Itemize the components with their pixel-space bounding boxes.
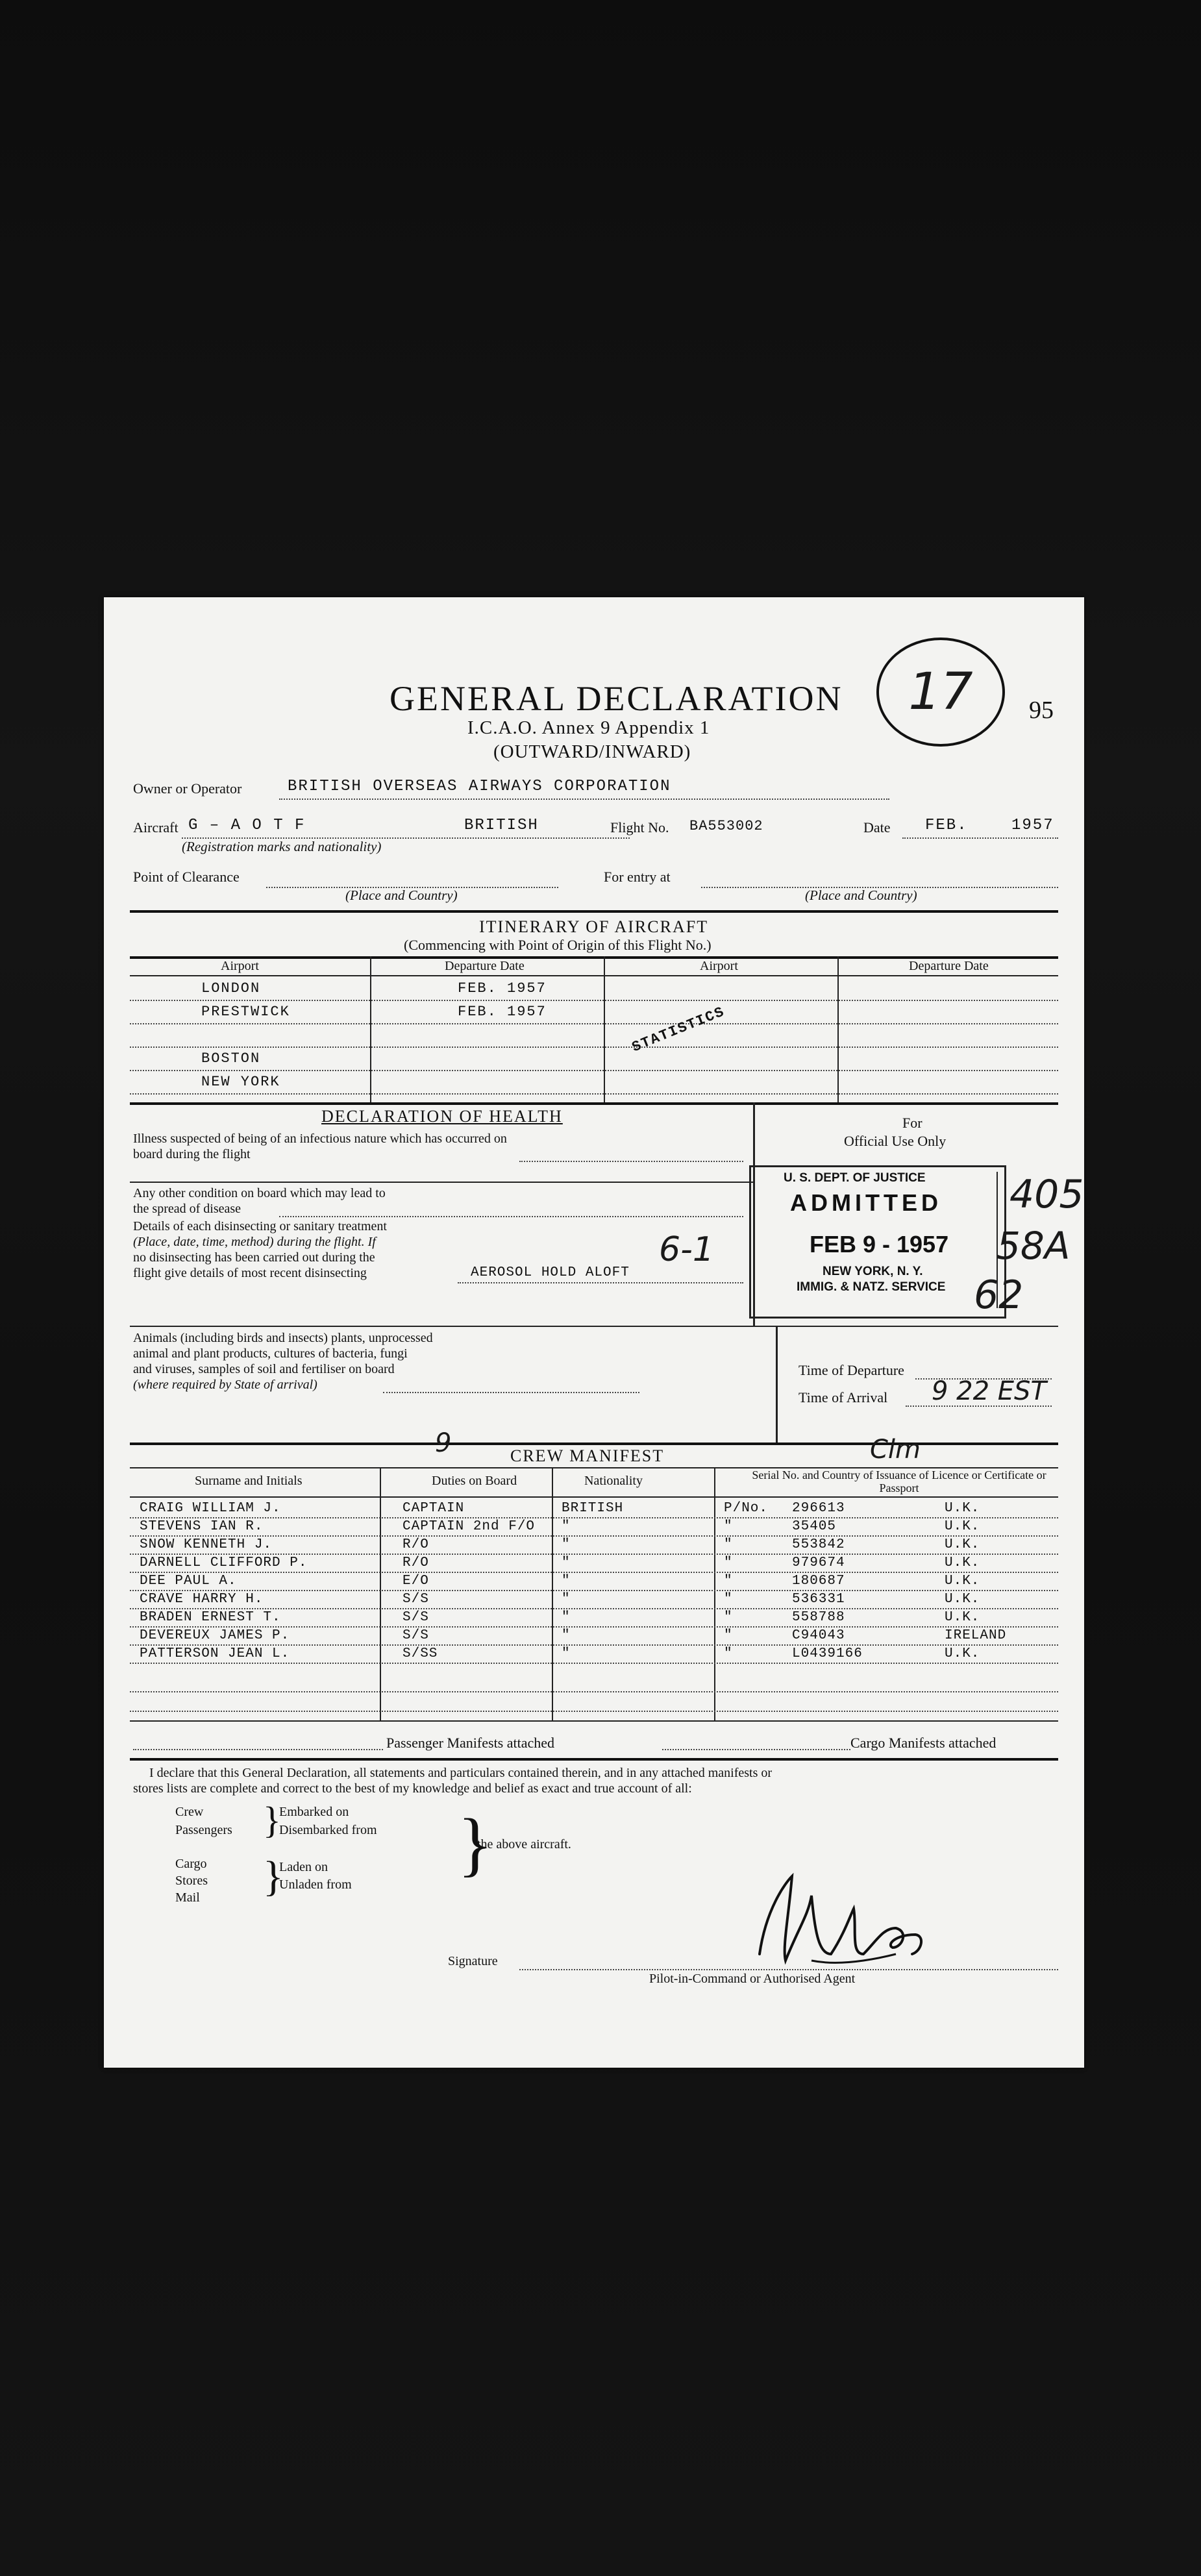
aircraft-label: Aircraft: [133, 819, 179, 836]
signature-drawing: [747, 1857, 941, 1987]
crew-name: DEVEREUX JAMES P.: [140, 1628, 290, 1643]
stamp-hand-3: 62: [974, 1272, 1024, 1318]
crew-nationality: ": [562, 1610, 571, 1625]
crew-pno: P/No.: [724, 1501, 769, 1516]
crew-country: U.K.: [945, 1519, 980, 1534]
crew-row-line: [130, 1554, 1058, 1555]
passengers-word: Passengers: [175, 1823, 232, 1837]
animals-text-3: and viruses, samples of soil and fertiliser on board: [133, 1362, 395, 1376]
itinerary-airport: LONDON: [201, 980, 261, 997]
crew-duty: CAPTAIN: [402, 1501, 465, 1516]
brace-left-1: }: [263, 1799, 281, 1841]
crew-bottom: [130, 1720, 1058, 1722]
crew-duty: S/S: [402, 1610, 429, 1625]
official-use-only: Official Use Only: [844, 1133, 947, 1149]
health-disinsect-text-b: (Place, date, time, method) during the flight. If: [133, 1235, 376, 1249]
brace-left-2: }: [263, 1853, 284, 1900]
crew-word: Crew: [175, 1805, 204, 1819]
crew-hand-count: 9: [435, 1428, 452, 1458]
date-year: 1957: [1011, 817, 1054, 834]
crew-pno: ": [724, 1610, 733, 1625]
declaration-divider: [130, 1758, 1058, 1761]
crew-country: U.K.: [945, 1592, 980, 1607]
crew-country: U.K.: [945, 1574, 980, 1589]
disembarked-word: Disembarked from: [279, 1823, 377, 1837]
cargo-manifests-label: Cargo Manifests attached: [850, 1735, 997, 1751]
statistics-stamp: STATISTICS: [630, 1004, 728, 1056]
stamp-line-1: U. S. DEPT. OF JUSTICE: [784, 1171, 926, 1185]
crew-blank-line-1: [130, 1691, 1058, 1692]
form-subtitle-direction: (OUTWARD/INWARD): [493, 741, 691, 762]
itinerary-col-airport-2: Airport: [700, 959, 738, 973]
crew-country: U.K.: [945, 1537, 980, 1552]
crew-country: U.K.: [945, 1555, 980, 1570]
arrival-time-value: 9 22 EST: [932, 1376, 1046, 1406]
immigration-stamp: [749, 1165, 1006, 1319]
crew-name: CRAVE HARRY H.: [140, 1592, 264, 1607]
times-divider: [776, 1326, 778, 1443]
general-declaration-form: [104, 597, 1084, 2068]
animals-text-1: Animals (including birds and insects) plants, unprocessed: [133, 1331, 433, 1345]
crew-blank-line-2: [130, 1711, 1058, 1712]
crew-duty: R/O: [402, 1537, 429, 1552]
stamp-line-4: NEW YORK, N. Y.: [823, 1265, 923, 1278]
crew-serial: 296613: [792, 1501, 845, 1516]
crew-nationality: ": [562, 1646, 571, 1661]
crew-name: STEVENS IAN R.: [140, 1519, 264, 1534]
crew-pno: ": [724, 1646, 733, 1661]
itinerary-divider-2: [604, 956, 605, 1102]
entry-label: For entry at: [604, 869, 671, 885]
crew-nationality: ": [562, 1537, 571, 1552]
crew-nationality: BRITISH: [562, 1501, 624, 1516]
date-value: FEB.: [925, 817, 968, 834]
crew-serial: C94043: [792, 1628, 845, 1643]
mail-word: Mail: [175, 1890, 200, 1905]
itinerary-bottom: [130, 1102, 1058, 1105]
owner-label: Owner or Operator: [133, 780, 242, 797]
stamp-hand-1: 405: [1009, 1172, 1084, 1217]
arrival-time-label: Time of Arrival: [799, 1389, 888, 1406]
stamp-line-5: IMMIG. & NATZ. SERVICE: [797, 1280, 946, 1294]
date-line: [902, 837, 1058, 839]
crew-name: BRADEN ERNEST T.: [140, 1610, 281, 1625]
crew-country: U.K.: [945, 1646, 980, 1661]
crew-duty: CAPTAIN 2nd F/O: [402, 1519, 536, 1534]
declaration-text-1: I declare that this General Declaration, all statements and particulars contained therein, and in any attached manifests or: [149, 1766, 773, 1780]
crew-pno: ": [724, 1555, 733, 1570]
cargo-word: Cargo: [175, 1857, 207, 1871]
crew-duty: S/S: [402, 1628, 429, 1643]
itinerary-divider-1: [370, 956, 371, 1102]
flight-value: BA553002: [689, 818, 763, 834]
crew-pno: ": [724, 1592, 733, 1607]
itinerary-title: ITINERARY OF AIRCRAFT: [479, 917, 709, 936]
crew-nationality: ": [562, 1592, 571, 1607]
crew-serial: L0439166: [792, 1646, 863, 1661]
crew-header-bottom: [130, 1496, 1058, 1498]
crew-row-line: [130, 1517, 1058, 1518]
crew-pno: ": [724, 1519, 733, 1534]
crew-pno: ": [724, 1537, 733, 1552]
nationality-value: BRITISH: [464, 817, 539, 834]
itinerary-airport: PRESTWICK: [201, 1004, 290, 1020]
crew-duty: E/O: [402, 1574, 429, 1589]
crew-col-serial: Serial No. and Country of Issuance of Licence or Certificate or Passport: [752, 1468, 1046, 1494]
itinerary-divider-3: [837, 956, 839, 1102]
stamp-date: FEB 9 - 1957: [810, 1231, 949, 1257]
crew-row-line: [130, 1608, 1058, 1609]
crew-serial: 979674: [792, 1555, 845, 1570]
itinerary-col-airport: Airport: [221, 959, 259, 973]
declaration-text-2: stores lists are complete and correct to the best of my knowledge and belief as exact and true account of all:: [133, 1781, 692, 1796]
health-disinsect-text-d: flight give details of most recent disinsecting: [133, 1266, 367, 1280]
owner-line: [279, 799, 889, 800]
unladen-word: Unladen from: [279, 1877, 352, 1892]
flight-label: Flight No.: [610, 819, 669, 836]
circled-number: 17: [876, 638, 1005, 747]
health-hand-mark: 6-1: [659, 1230, 714, 1269]
health-condition-line: [279, 1216, 743, 1217]
crew-row-line: [130, 1663, 1058, 1664]
itinerary-col-departure: Departure Date: [445, 959, 525, 973]
crew-name: DARNELL CLIFFORD P.: [140, 1555, 308, 1570]
animals-text-2: animal and plant products, cultures of bacteria, fungi: [133, 1346, 408, 1361]
crew-name: CRAIG WILLIAM J.: [140, 1501, 281, 1516]
crew-serial: 180687: [792, 1574, 845, 1589]
above-aircraft-text: the above aircraft.: [477, 1837, 571, 1852]
crew-col-duties: Duties on Board: [432, 1474, 517, 1488]
clearance-place-note: (Place and Country): [345, 887, 458, 903]
registration-note: (Registration marks and nationality): [182, 839, 382, 854]
itinerary-departure-date: FEB. 1957: [458, 1004, 547, 1020]
crew-row-line: [130, 1572, 1058, 1573]
itinerary-subtitle: (Commencing with Point of Origin of this Flight No.): [404, 937, 712, 953]
passenger-manifests-label: Passenger Manifests attached: [386, 1735, 555, 1751]
itinerary-airport: BOSTON: [201, 1050, 261, 1067]
crew-serial: 558788: [792, 1610, 845, 1625]
stores-word: Stores: [175, 1874, 208, 1888]
stamp-hand-2: 58A: [997, 1224, 1071, 1268]
form-title: GENERAL DECLARATION: [390, 679, 843, 718]
crew-hand-initials: Clm: [870, 1435, 921, 1465]
disinsecting-value: AEROSOL HOLD ALOFT: [471, 1265, 630, 1280]
health-condition-text-a: Any other condition on board which may lead to: [133, 1186, 386, 1200]
health-disinsect-text-c: no disinsecting has been carried out during the: [133, 1250, 375, 1265]
itinerary-row-line: [130, 1023, 1058, 1024]
form-subtitle-icao: I.C.A.O. Annex 9 Appendix 1: [467, 717, 710, 738]
departure-time-label: Time of Departure: [799, 1362, 904, 1378]
crew-nationality: ": [562, 1574, 571, 1589]
itinerary-row-line: [130, 1070, 1058, 1071]
health-row-divider-2: [130, 1326, 1058, 1327]
divider: [130, 910, 1058, 913]
crew-divider-1: [380, 1467, 381, 1720]
crew-country: U.K.: [945, 1501, 980, 1516]
crew-divider-2: [552, 1467, 553, 1720]
crew-serial: 536331: [792, 1592, 845, 1607]
crew-name: DEE PAUL A.: [140, 1574, 237, 1589]
itinerary-row-line: [130, 1093, 1058, 1095]
page-number: 95: [1029, 697, 1054, 724]
crew-nationality: ": [562, 1628, 571, 1643]
embarked-word: Embarked on: [279, 1805, 349, 1819]
crew-name: SNOW KENNETH J.: [140, 1537, 273, 1552]
crew-row-line: [130, 1626, 1058, 1628]
health-illness-line: [519, 1161, 743, 1162]
official-use-for: For: [902, 1115, 922, 1131]
cargo-manifest-line: [662, 1749, 850, 1750]
animals-text-4: (where required by State of arrival): [133, 1378, 317, 1392]
aircraft-value: G – A O T F: [188, 817, 306, 834]
animals-line: [383, 1392, 639, 1393]
crew-country: U.K.: [945, 1610, 980, 1625]
health-disinsect-text-a: Details of each disinsecting or sanitary treatment: [133, 1219, 387, 1233]
crew-row-line: [130, 1644, 1058, 1646]
health-title: DECLARATION OF HEALTH: [321, 1107, 563, 1126]
health-illness-text: Illness suspected of being of an infectious nature which has occurred on board during the flight: [133, 1132, 507, 1161]
brace-right: }: [458, 1804, 492, 1883]
itinerary-row-line: [130, 1000, 1058, 1001]
health-condition-text-b: the spread of disease: [133, 1202, 241, 1216]
itinerary-col-departure-2: Departure Date: [909, 959, 989, 973]
passenger-manifest-line: [133, 1749, 383, 1750]
crew-duty: S/S: [402, 1592, 429, 1607]
crew-pno: ": [724, 1574, 733, 1589]
crew-nationality: ": [562, 1519, 571, 1534]
itinerary-airport: NEW YORK: [201, 1074, 280, 1090]
itinerary-row-line: [130, 1046, 1058, 1048]
itinerary-departure-date: FEB. 1957: [458, 980, 547, 997]
crew-pno: ": [724, 1628, 733, 1643]
crew-nationality: ": [562, 1555, 571, 1570]
crew-col-name: Surname and Initials: [195, 1474, 303, 1488]
crew-serial: 35405: [792, 1519, 837, 1534]
crew-duty: R/O: [402, 1555, 429, 1570]
stamp-admitted: ADMITTED: [790, 1189, 942, 1216]
crew-serial: 553842: [792, 1537, 845, 1552]
itinerary-header-bottom: [130, 975, 1058, 976]
entry-place-note: (Place and Country): [805, 887, 917, 903]
laden-word: Laden on: [279, 1860, 328, 1874]
owner-value: BRITISH OVERSEAS AIRWAYS CORPORATION: [288, 778, 671, 795]
crew-col-nationality: Nationality: [584, 1474, 643, 1488]
date-label: Date: [863, 819, 891, 836]
crew-title: CREW MANIFEST: [510, 1446, 665, 1465]
signature-label: Signature: [448, 1954, 498, 1968]
clearance-label: Point of Clearance: [133, 869, 240, 885]
pilot-label: Pilot-in-Command or Authorised Agent: [649, 1972, 856, 1986]
crew-country: IRELAND: [945, 1628, 1007, 1643]
crew-duty: S/SS: [402, 1646, 438, 1661]
crew-name: PATTERSON JEAN L.: [140, 1646, 290, 1661]
health-row-divider-1: [130, 1182, 753, 1183]
crew-divider-3: [714, 1467, 715, 1720]
health-disinsect-line: [458, 1282, 743, 1283]
crew-row-line: [130, 1590, 1058, 1591]
crew-row-line: [130, 1535, 1058, 1537]
